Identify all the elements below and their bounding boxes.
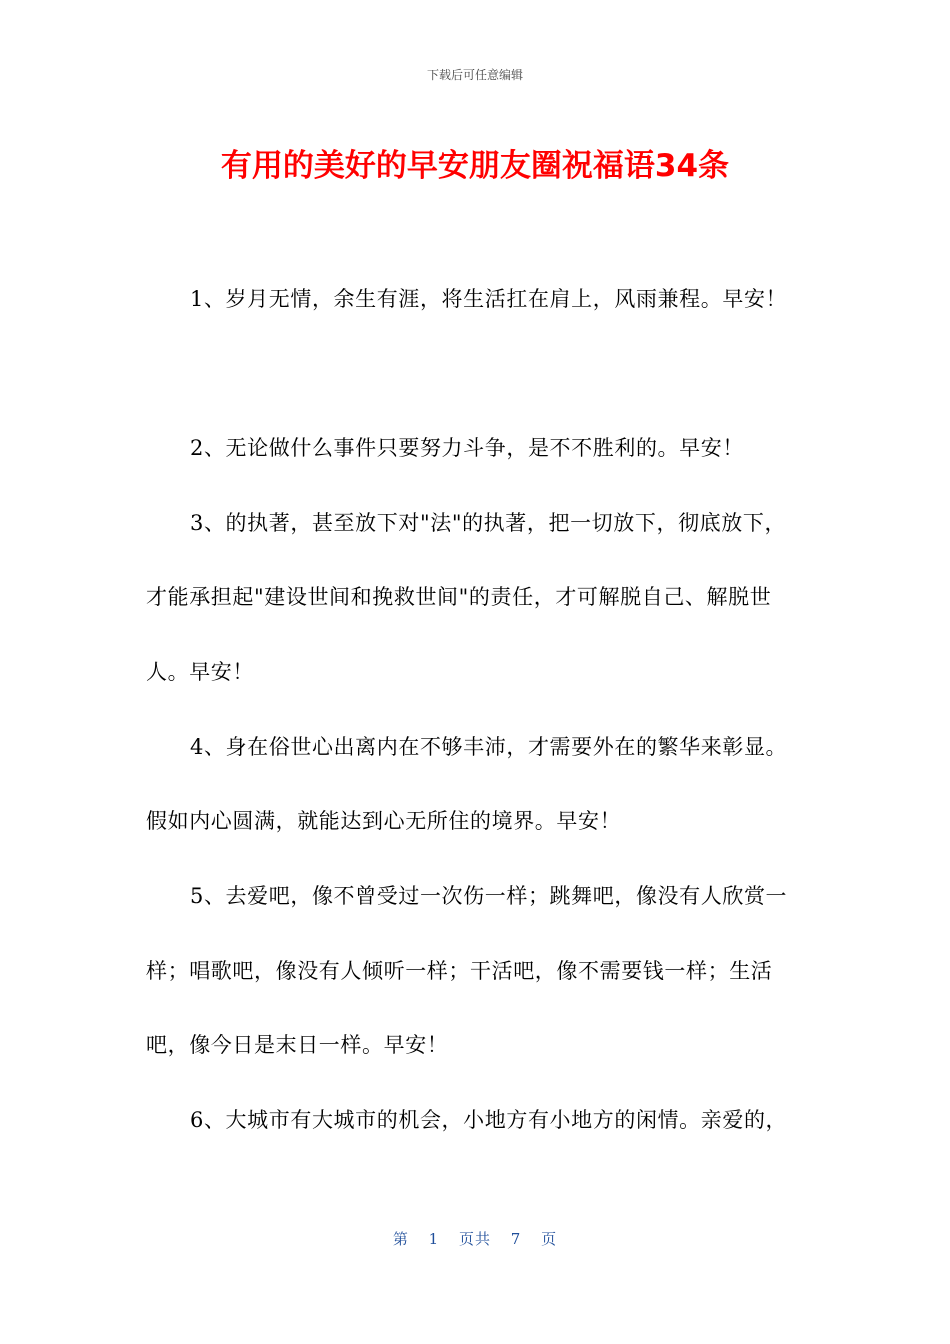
header-note: 下载后可任意编辑 [426,68,523,82]
paragraph-line-9: 样；唱歌吧，像没有人倾听一样；干活吧，像不需要钱一样；生活 [146,959,773,983]
page-total: 7 [510,1230,522,1248]
page-footer [0,1228,950,1249]
page-title: 有用的美好的早安朋友圈祝福语34条 [220,148,730,184]
paragraph-line-4: 才能承担起"建设世间和挽救世间"的责任，才可解脱自己、解脱世 [146,585,772,609]
paragraph-line-3: 3、的执著，甚至放下对"法"的执著，把一切放下，彻底放下， [190,511,787,535]
paragraph-line-10: 吧，像今日是末日一样。早安！ [146,1033,449,1057]
page-label-mid: 页共 [458,1230,491,1248]
paragraph-line-2: 2、无论做什么事件只要努力斗争，是不不胜利的。早安！ [190,436,744,460]
page-current: 1 [428,1230,440,1248]
page-label-prefix: 第 [392,1230,409,1248]
page-label-suffix: 页 [541,1230,558,1248]
paragraph-line-7: 假如内心圆满，就能达到心无所住的境界。早安！ [146,809,622,833]
paragraph-line-1: 1、岁月无情，余生有涯，将生活扛在肩上，风雨兼程。早安！ [190,287,788,311]
paragraph-line-11: 6、大城市有大城市的机会，小地方有小地方的闲情。亲爱的， [190,1108,788,1132]
paragraph-line-5: 人。早安！ [146,660,254,684]
paragraph-line-8: 5、去爱吧，像不曾受过一次伤一样；跳舞吧，像没有人欣赏一 [190,884,788,908]
paragraph-line-6: 4、身在俗世心出离内在不够丰沛，才需要外在的繁华来彰显。 [190,735,788,759]
